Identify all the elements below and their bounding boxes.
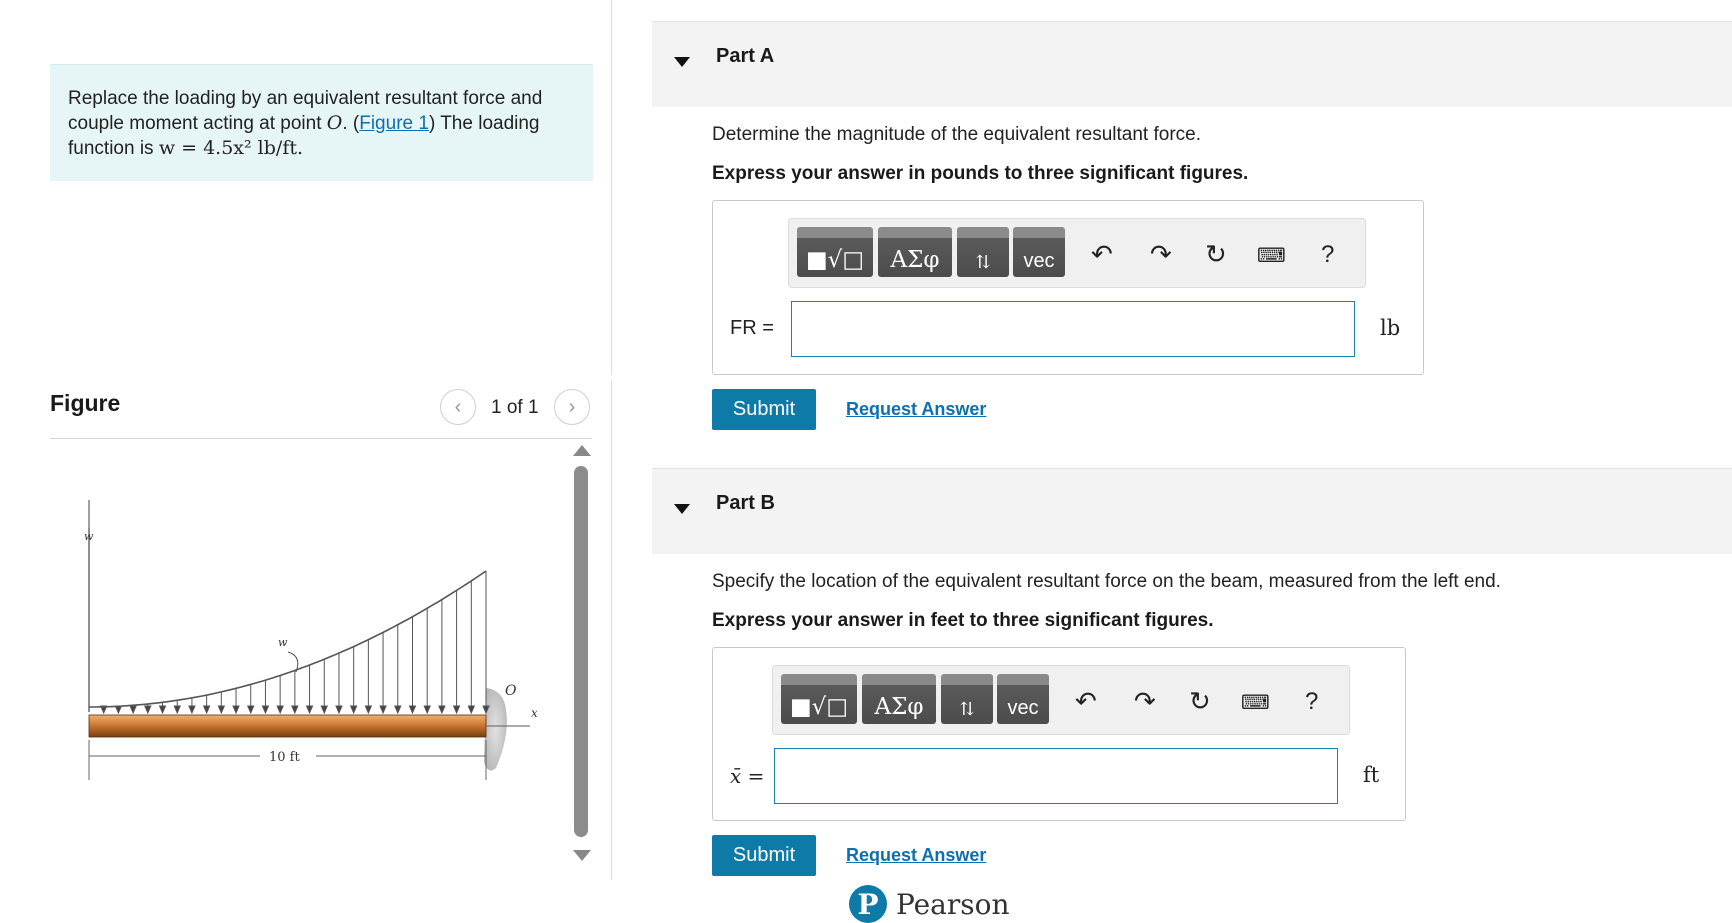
load-arrow-head (424, 706, 430, 713)
keyboard-icon[interactable]: ⌨ (1257, 245, 1286, 267)
load-arrow-head (233, 706, 239, 713)
next-figure-button[interactable] (554, 389, 590, 425)
part-b-instruction: Express your answer in feet to three significant figures. (712, 610, 1214, 631)
reset-icon[interactable]: ↻ (1205, 239, 1227, 269)
keyboard-icon[interactable]: ⌨ (1241, 692, 1270, 714)
reset-icon[interactable]: ↻ (1189, 686, 1211, 716)
greek-symbols-label: ΑΣφ (874, 694, 924, 720)
part-b-question: Specify the location of the equivalent resultant force on the beam, measured from the left end. (712, 571, 1501, 592)
part-b-title: Part B (716, 492, 775, 514)
figure-divider (50, 438, 592, 439)
problem-text-2: . ( (342, 113, 360, 134)
templates-icon: ■√□ (789, 694, 849, 720)
vector-button[interactable] (1013, 227, 1065, 277)
vector-label: vec (1007, 697, 1039, 719)
part-a-math-toolbar (788, 218, 1366, 288)
arrows-icon: ⇅ (959, 699, 975, 720)
part-a-answer-box (712, 200, 1424, 375)
part-b-submit-button[interactable]: Submit (712, 835, 816, 876)
scroll-up-arrow[interactable] (573, 445, 591, 456)
load-arrow-head (292, 706, 298, 713)
load-arrow-head (321, 706, 327, 713)
beam (89, 715, 486, 737)
subscript-button[interactable] (941, 674, 993, 724)
figure-counter: 1 of 1 (491, 397, 539, 418)
dimension-label: 10 ft (269, 750, 300, 765)
load-arrow-head (204, 706, 210, 713)
part-b-answer-symbol: x̄ = (730, 764, 765, 788)
part-b-answer-label (730, 764, 764, 789)
load-arrow-head (380, 706, 386, 713)
loading-equation: w = 4.5x² lb/ft. (158, 137, 304, 159)
undo-icon[interactable]: ↶ (1075, 686, 1097, 716)
problem-text-1: Replace the loading by an equivalent resultant force and couple moment acting at point (68, 88, 543, 134)
load-arrow-head (307, 706, 313, 713)
curve-w-label: w (278, 636, 288, 649)
scroll-down-arrow[interactable] (573, 850, 591, 861)
part-a-request-answer-link[interactable]: Request Answer (846, 399, 987, 419)
load-arrow-head (395, 706, 401, 713)
load-curve (89, 571, 486, 707)
part-b-header[interactable] (652, 468, 1732, 554)
load-arrow-head (218, 706, 224, 713)
previous-figure-button[interactable] (440, 389, 476, 425)
pearson-brand: Pearson (896, 888, 1010, 921)
templates-button[interactable] (781, 674, 857, 724)
scrollbar-thumb[interactable] (574, 466, 588, 837)
wall-support (484, 688, 507, 770)
load-arrow-head (262, 706, 268, 713)
vector-button[interactable] (997, 674, 1049, 724)
caret-down-icon (674, 504, 690, 514)
chevron-right-icon: › (568, 395, 576, 418)
load-arrow-head (145, 706, 151, 713)
part-a-submit-button[interactable]: Submit (712, 389, 816, 430)
load-arrow-head (365, 706, 371, 713)
part-a-title: Part A (716, 45, 775, 67)
templates-icon: ■√□ (805, 247, 865, 273)
w-label-leader (288, 652, 298, 672)
column-divider-lower (611, 380, 612, 880)
help-icon[interactable]: ? (1321, 241, 1335, 268)
distributed-load-arrows (101, 571, 489, 713)
part-b-answer-box (712, 647, 1406, 821)
part-b-math-toolbar (772, 665, 1350, 735)
load-arrow-head (248, 706, 254, 713)
caret-down-icon (674, 57, 690, 67)
greek-symbols-button[interactable] (878, 227, 952, 277)
load-arrow-head (454, 706, 460, 713)
undo-icon[interactable]: ↶ (1091, 239, 1113, 269)
part-a-answer-input[interactable] (791, 301, 1355, 357)
greek-symbols-button[interactable] (862, 674, 936, 724)
part-a-instruction: Express your answer in pounds to three significant figures. (712, 163, 1249, 184)
part-b-unit: ft (1363, 763, 1380, 787)
greek-symbols-label: ΑΣφ (890, 247, 940, 273)
load-arrow-head (468, 706, 474, 713)
subscript-button[interactable] (957, 227, 1009, 277)
load-arrow-head (130, 706, 136, 713)
w-axis-label: w (84, 530, 94, 543)
beam-loading-figure (60, 500, 540, 790)
part-b-request-answer-link[interactable]: Request Answer (846, 845, 987, 865)
point-o-symbol: O (326, 112, 343, 134)
load-arrow-head (351, 706, 357, 713)
figure-heading: Figure (50, 390, 121, 416)
arrows-icon: ⇅ (975, 252, 991, 273)
part-a-answer-label: FR = (730, 317, 774, 339)
load-arrow-head (160, 706, 166, 713)
part-b-answer-input[interactable] (774, 748, 1338, 804)
part-a-unit: lb (1380, 316, 1401, 340)
x-axis-label: x (531, 706, 538, 720)
redo-icon[interactable]: ↷ (1134, 686, 1156, 716)
problem-statement (50, 64, 593, 181)
templates-button[interactable] (797, 227, 873, 277)
load-arrow-head (409, 706, 415, 713)
problem-text-3: ) The loading function is (68, 113, 540, 159)
load-arrow-head (277, 706, 283, 713)
load-arrow-head (189, 706, 195, 713)
part-a-header[interactable] (652, 21, 1732, 107)
load-arrow-head (439, 706, 445, 713)
load-arrow-head (174, 706, 180, 713)
point-o-label: O (505, 683, 517, 699)
vector-label: vec (1023, 250, 1055, 272)
help-icon[interactable]: ? (1305, 688, 1319, 715)
load-arrow-head (336, 706, 342, 713)
column-divider (611, 0, 612, 375)
part-a-question: Determine the magnitude of the equivalent resultant force. (712, 124, 1202, 145)
redo-icon[interactable]: ↷ (1150, 239, 1172, 269)
figure-link[interactable]: Figure 1 (359, 113, 429, 134)
chevron-left-icon: ‹ (454, 395, 462, 418)
pearson-logo-icon: P (849, 885, 887, 923)
